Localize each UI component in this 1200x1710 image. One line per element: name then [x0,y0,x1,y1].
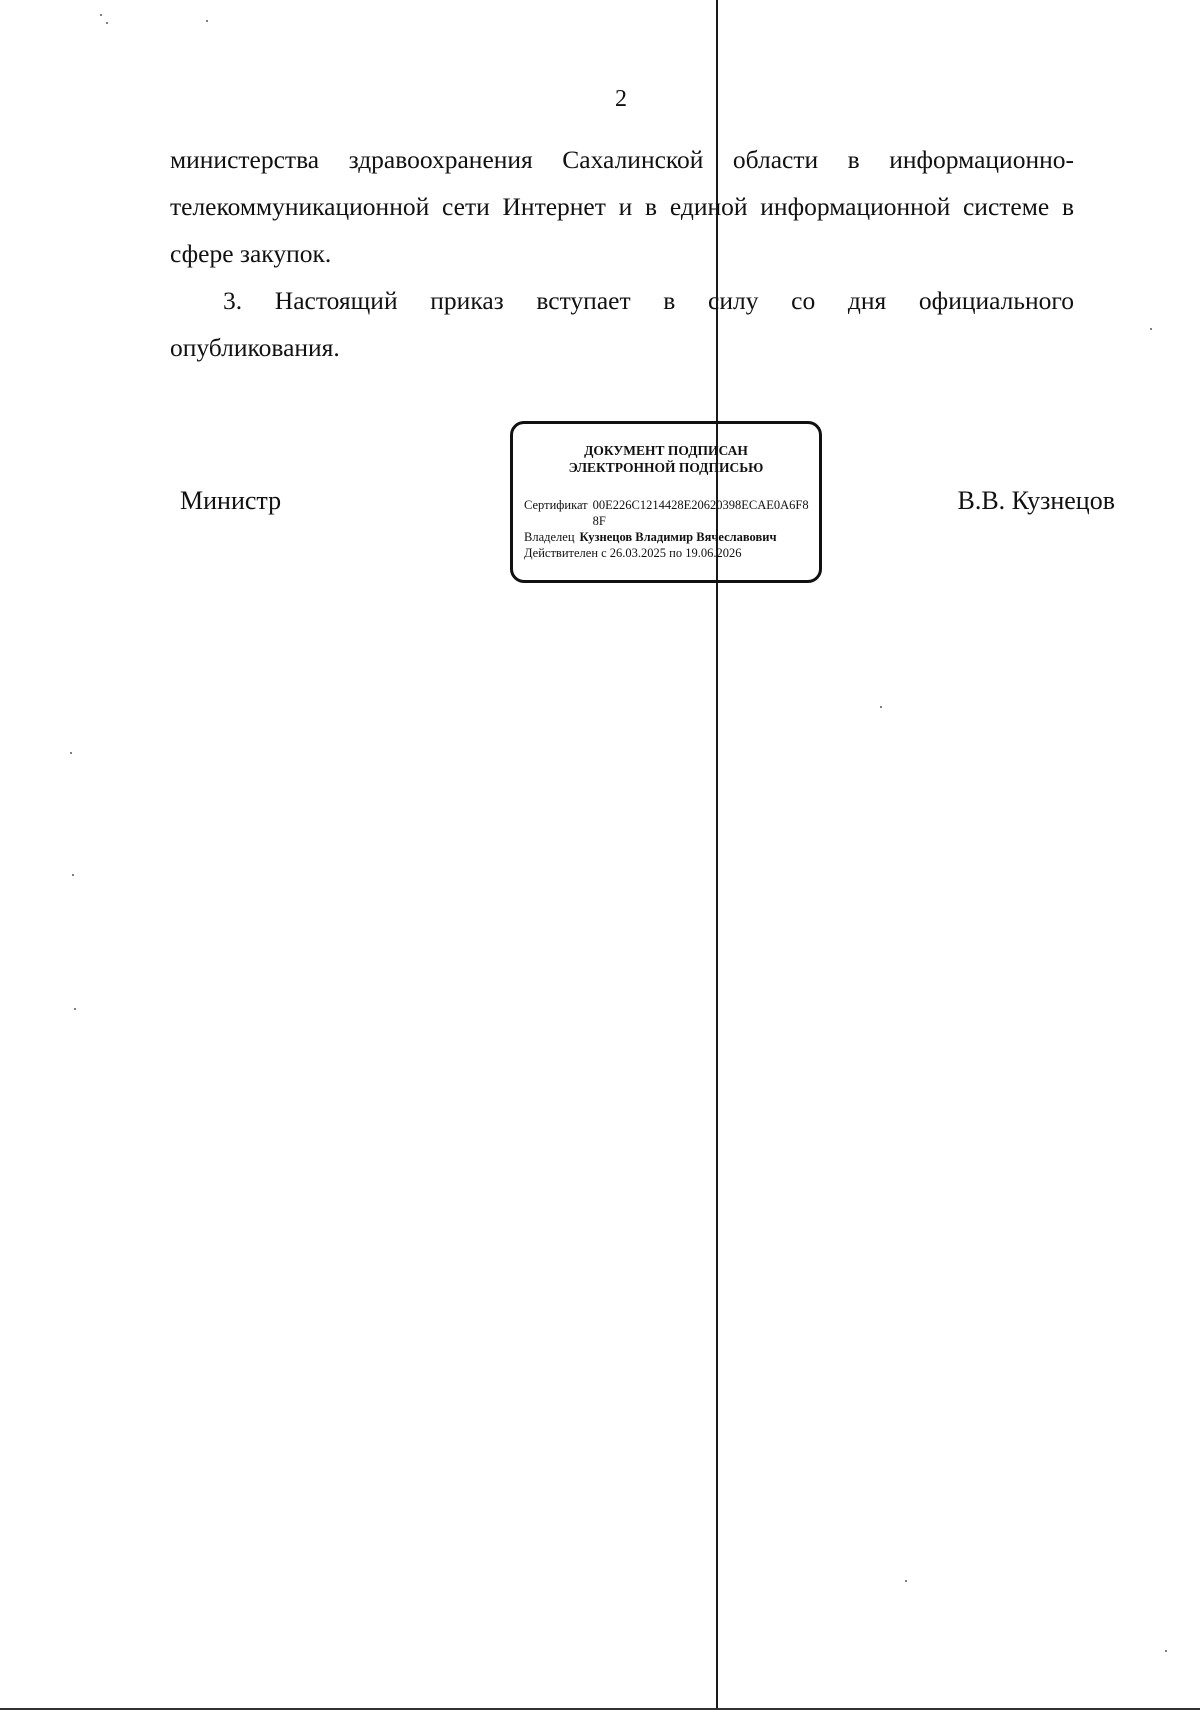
paragraph-continuation [170,136,1074,277]
text-line: опубликования. [170,333,340,362]
owner-value: Кузнецов Владимир Вячеславович [579,530,777,544]
text-line: сфере закупок. [170,239,332,268]
body-text [170,136,1074,371]
scan-speck [106,22,108,24]
scan-speck [100,14,102,16]
owner-label: Владелец [524,530,575,544]
scan-speck [70,752,72,754]
scan-speck [1165,1650,1167,1652]
certificate-label: Сертификат [524,498,588,512]
signatory-name: В.В. Кузнецов [957,486,1115,515]
certificate-row [524,497,809,529]
scan-speck [206,20,208,22]
stamp-heading [513,442,819,476]
scan-speck [880,706,882,708]
text-line: телекоммуникационной сети Интернет и в единой информационной системе в [170,192,1074,221]
signatory-title: Министр [180,486,282,515]
text-line: 3. Настоящий приказ вступает в силу со дня официального [223,286,1074,315]
scan-speck [72,874,74,876]
scan-speck [74,1008,76,1010]
stamp-heading-line: ДОКУМЕНТ ПОДПИСАН [584,443,748,458]
paragraph-item-3 [170,277,1074,371]
electronic-signature-stamp [510,421,822,583]
page-number: 2 [615,86,627,112]
owner-row [524,529,809,545]
stamp-heading-line: ЭЛЕКТРОННОЙ ПОДПИСЬЮ [568,460,764,475]
stamp-details [524,497,809,561]
text-line: министерства здравоохранения Сахалинской области в информационно- [170,145,1074,174]
scan-speck [1150,328,1152,330]
validity-row: Действителен с 26.03.2025 по 19.06.2026 [524,546,742,560]
scan-speck [905,1580,907,1582]
certificate-value: 00E226C1214428E20620398ECAE0A6F88F [592,498,809,528]
